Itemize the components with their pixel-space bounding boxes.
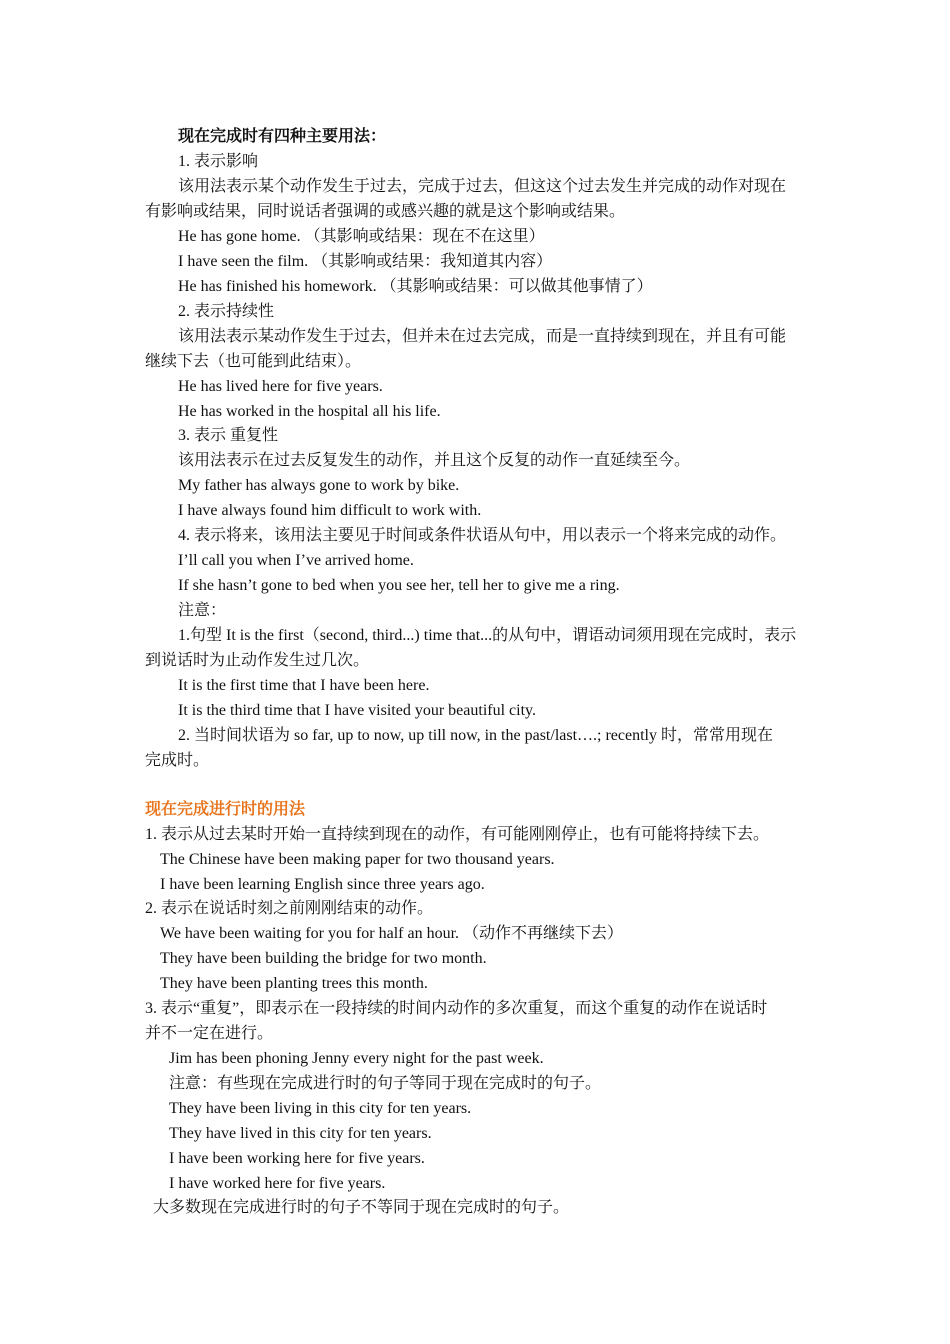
usage2-example: He has lived here for five years. [178, 378, 383, 395]
usage2-example: He has worked in the hospital all his life. [178, 403, 441, 420]
s2-note-example: I have worked here for five years. [169, 1175, 386, 1192]
note-label: 注意： [178, 602, 227, 619]
s2-usage3-title-line1: 3. 表示“重复”，即表示在一段持续的时间内动作的多次重复，而这个重复的动作在说话时 [145, 1000, 768, 1017]
s2-usage1-title: 1. 表示从过去某时开始一直持续到现在的动作，有可能刚刚停止，也有可能将持续下去。 [145, 826, 770, 843]
s2-usage2-example: We have been waiting for you for half an hour. （动作不再继续下去） [160, 925, 624, 942]
s2-note-example: I have been working here for five years. [169, 1150, 425, 1167]
usage1-example: He has finished his homework. （其影响或结果：可以做其他事情了） [178, 278, 653, 295]
usage3-example: My father has always gone to work by bike. [178, 477, 460, 494]
s2-usage2-title: 2. 表示在说话时刻之前刚刚结束的动作。 [145, 900, 434, 917]
note2-line2: 完成时。 [145, 752, 210, 769]
usage4-example: I’ll call you when I’ve arrived home. [178, 552, 414, 569]
s2-note-label: 注意：有些现在完成进行时的句子等同于现在完成时的句子。 [169, 1075, 602, 1092]
s2-usage1-example: The Chinese have been making paper for two thousand years. [160, 851, 555, 868]
usage4-example: If she hasn’t gone to bed when you see her, tell her to give me a ring. [178, 577, 620, 594]
note1-example: It is the first time that I have been here. [178, 677, 430, 694]
s2-usage2-example: They have been planting trees this month. [160, 975, 428, 992]
s2-usage2-example: They have been building the bridge for two month. [160, 950, 487, 967]
s2-usage3-example: Jim has been phoning Jenny every night for the past week. [169, 1050, 544, 1067]
note1-line2: 到说话时为止动作发生过几次。 [145, 652, 370, 669]
usage3-desc: 该用法表示在过去反复发生的动作，并且这个反复的动作一直延续至今。 [178, 452, 691, 469]
usage2-desc-line2: 继续下去（也可能到此结束）。 [145, 353, 362, 370]
note1-example: It is the third time that I have visited your beautiful city. [178, 702, 536, 719]
usage2-title: 2. 表示持续性 [178, 303, 275, 320]
section2-heading: 现在完成进行时的用法 [145, 801, 306, 818]
usage1-example: He has gone home. （其影响或结果：现在不在这里） [178, 228, 545, 245]
s2-usage1-example: I have been learning English since three years ago. [160, 876, 485, 893]
note1-line1: 1.句型 It is the first（second, third...) time that...的从句中，谓语动词须用现在完成时，表示 [178, 627, 797, 644]
usage1-example: I have seen the film. （其影响或结果：我知道其内容） [178, 253, 553, 270]
usage1-desc-line2: 有影响或结果，同时说话者强调的或感兴趣的就是这个影响或结果。 [145, 203, 626, 220]
usage1-title: 1. 表示影响 [178, 153, 259, 170]
section1-heading: 现在完成时有四种主要用法： [178, 128, 387, 145]
usage4-title: 4. 表示将来，该用法主要见于时间或条件状语从句中，用以表示一个将来完成的动作。 [178, 527, 787, 544]
s2-usage3-title-line2: 并不一定在进行。 [145, 1025, 274, 1042]
s2-conclusion: 大多数现在完成进行时的句子不等同于现在完成时的句子。 [153, 1199, 570, 1216]
s2-note-example: They have lived in this city for ten years. [169, 1125, 432, 1142]
usage3-example: I have always found him difficult to work with. [178, 502, 482, 519]
usage2-desc-line1: 该用法表示某动作发生于过去，但并未在过去完成，而是一直持续到现在，并且有可能 [178, 328, 787, 345]
usage3-title: 3. 表示 重复性 [178, 427, 279, 444]
s2-note-example: They have been living in this city for ten years. [169, 1100, 472, 1117]
usage1-desc-line1: 该用法表示某个动作发生于过去，完成于过去，但这这个过去发生并完成的动作对现在 [178, 178, 787, 195]
note2-line1: 2. 当时间状语为 so far, up to now, up till now, in the past/last….; recently 时，常常用现在 [178, 727, 774, 744]
